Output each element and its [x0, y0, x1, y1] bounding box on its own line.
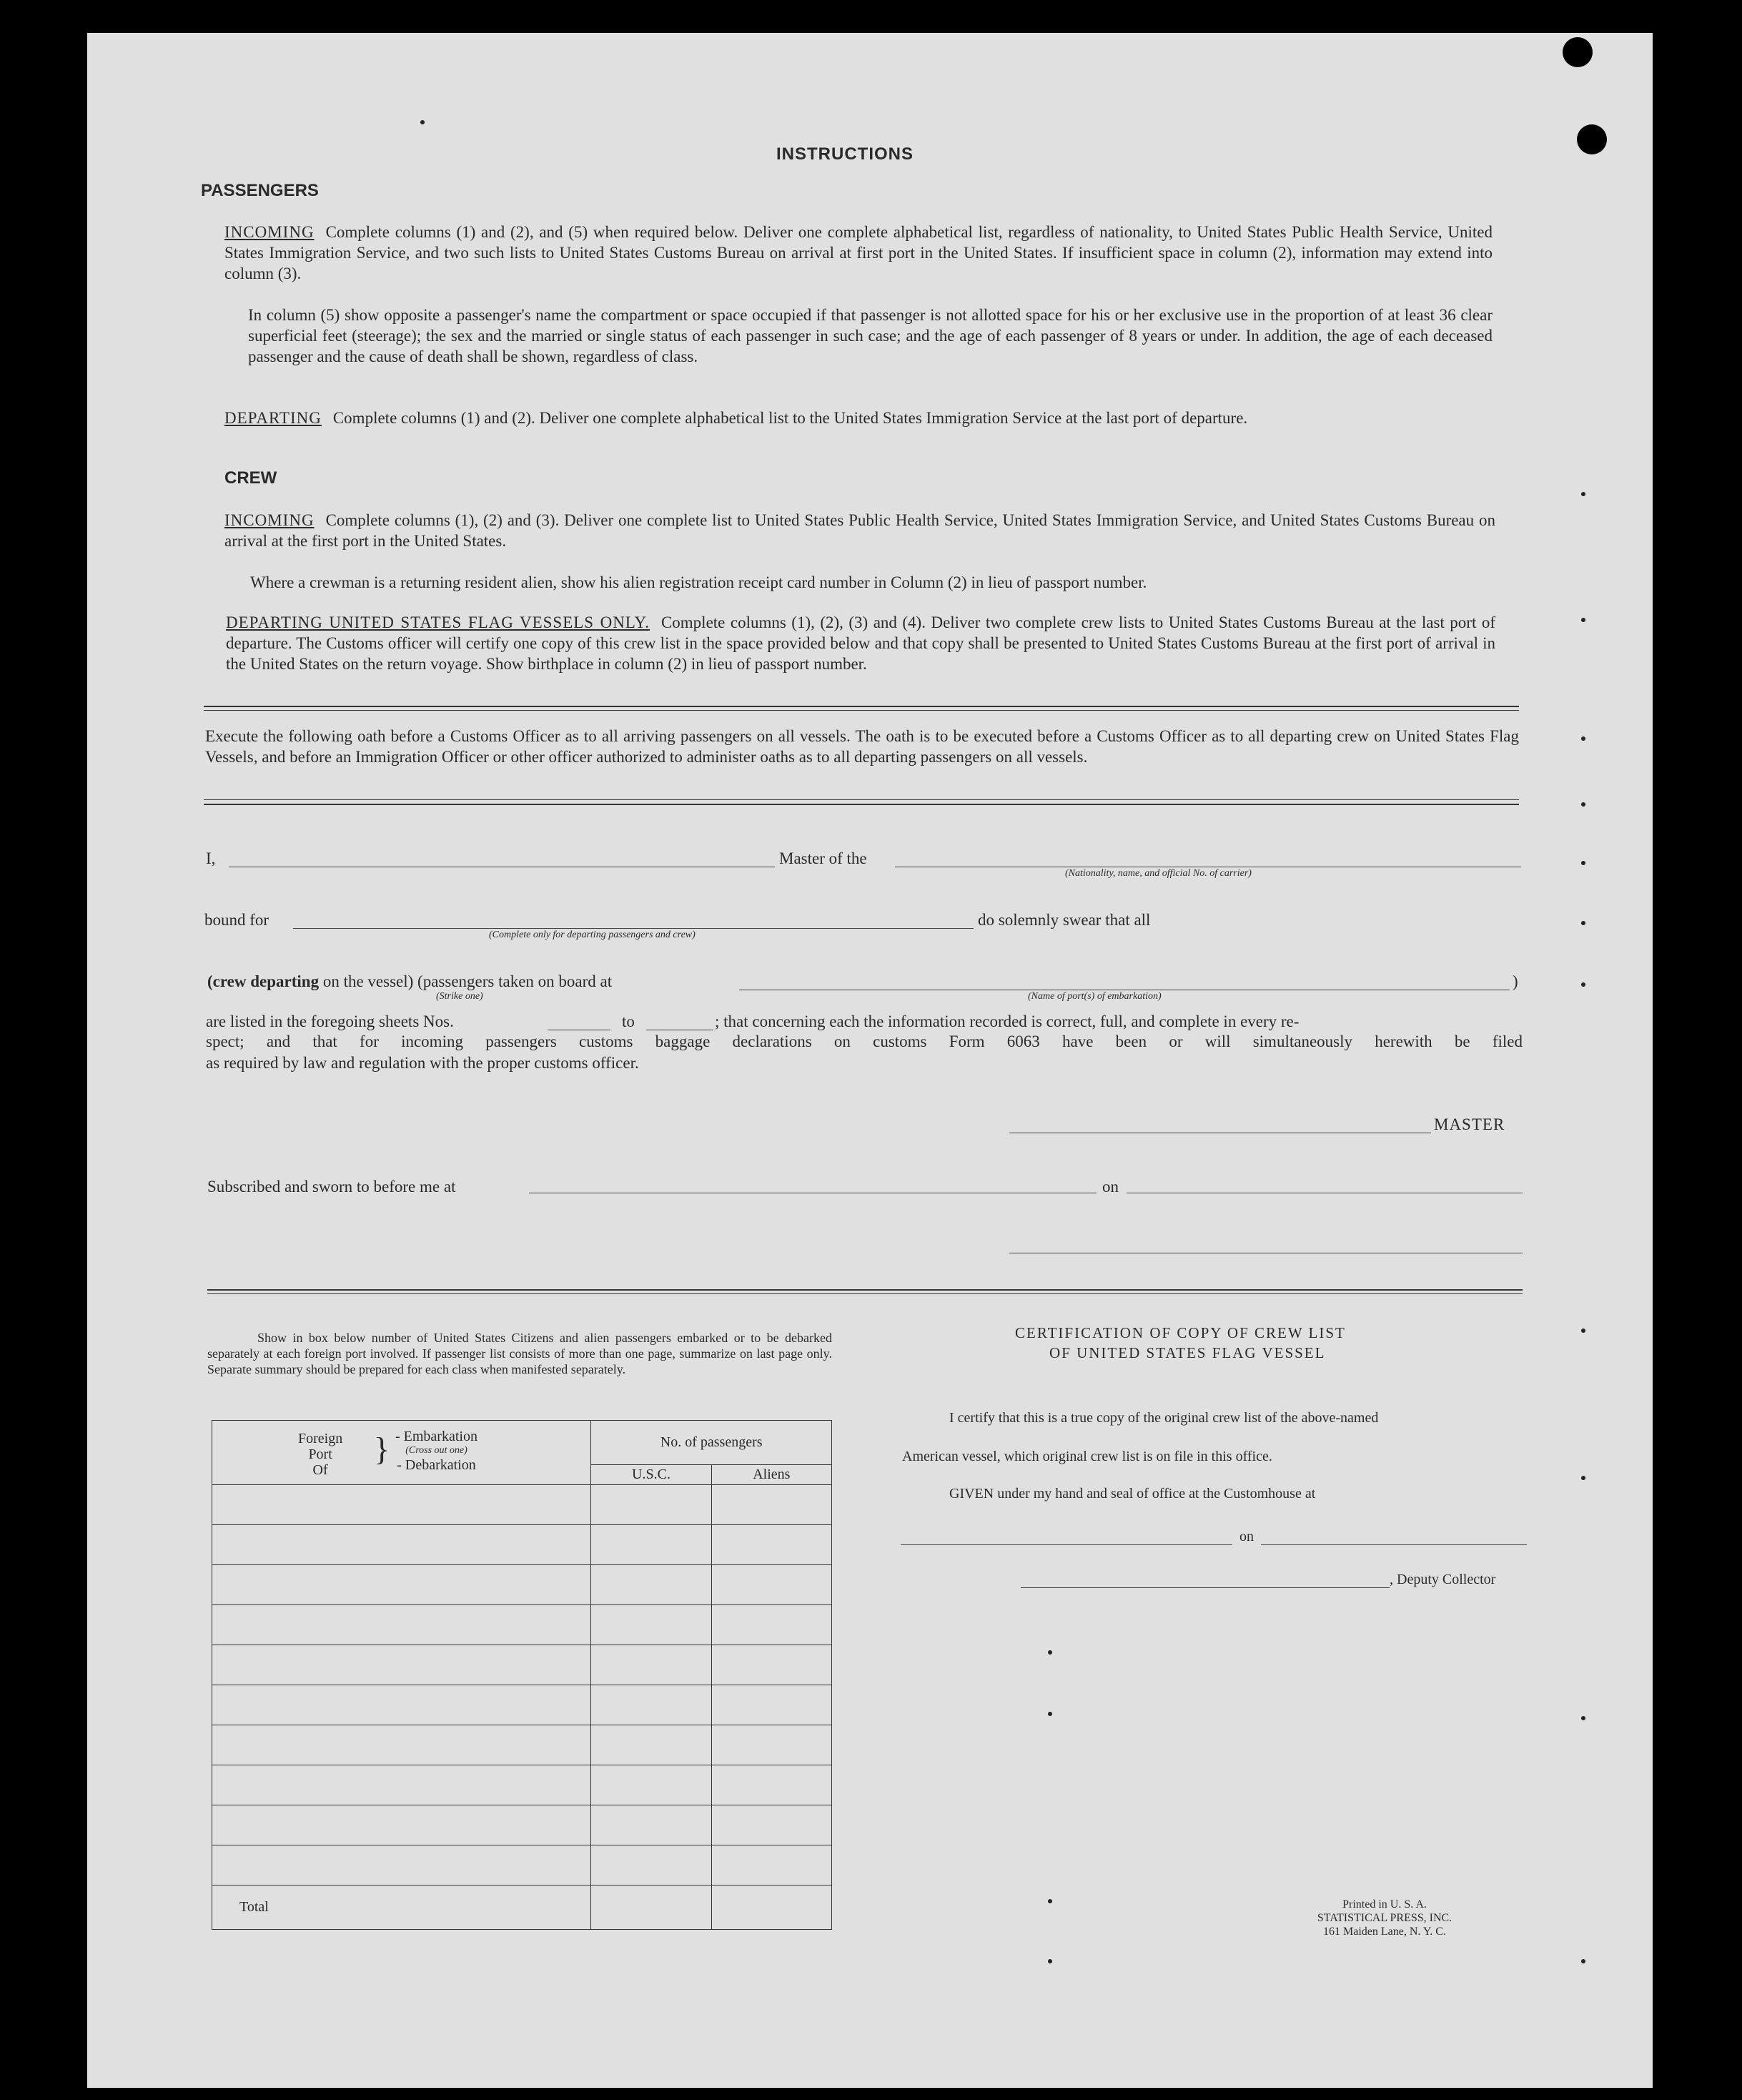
- usc-cell[interactable]: [591, 1765, 711, 1805]
- aliens-cell[interactable]: [711, 1485, 831, 1525]
- usc-cell[interactable]: [591, 1525, 711, 1565]
- usc-cell[interactable]: [591, 1845, 711, 1885]
- usc-total-cell[interactable]: [591, 1885, 711, 1930]
- certification-on-label: on: [1239, 1529, 1254, 1544]
- of-label: Of: [312, 1462, 328, 1478]
- port-cell[interactable]: [212, 1685, 591, 1725]
- crew-departing-paragraph: [226, 612, 1495, 674]
- aliens-cell[interactable]: [711, 1645, 831, 1685]
- crew-incoming-paragraph-2: Where a crewman is a returning resident alien, show his alien registration receipt card number in Column (2) in lieu of passport number.: [250, 573, 1147, 591]
- port-cell[interactable]: [212, 1765, 591, 1805]
- speck: [420, 120, 425, 124]
- aliens-header: Aliens: [711, 1465, 831, 1485]
- port-cell[interactable]: [212, 1485, 591, 1525]
- certification-line-2: American vessel, which original crew list is on file in this office.: [902, 1449, 1272, 1464]
- port-cell[interactable]: [212, 1805, 591, 1845]
- bound-for-field[interactable]: [293, 928, 974, 929]
- close-paren: ): [1513, 972, 1518, 990]
- port-cell[interactable]: [212, 1605, 591, 1645]
- foreign-port-header: Foreign Port Of } - Embarkation (Cross out one) - Debarkation: [212, 1421, 591, 1485]
- usc-cell[interactable]: [591, 1605, 711, 1645]
- certification-line-1: I certify that this is a true copy of the original crew list of the above-named: [949, 1410, 1379, 1426]
- port-cell[interactable]: [212, 1845, 591, 1885]
- embarkation-label: - Embarkation: [395, 1429, 477, 1444]
- speck: [1581, 861, 1585, 865]
- aliens-cell[interactable]: [711, 1565, 831, 1605]
- aliens-cell[interactable]: [711, 1685, 831, 1725]
- customhouse-field[interactable]: [901, 1544, 1232, 1545]
- certification-date-field[interactable]: [1261, 1544, 1527, 1545]
- speck: [1581, 982, 1585, 987]
- speck: [1048, 1959, 1052, 1963]
- certification-title-1: CERTIFICATION OF COPY OF CREW LIST: [1015, 1324, 1346, 1341]
- port-cell[interactable]: [212, 1725, 591, 1765]
- cross-out-note: (Cross out one): [405, 1445, 467, 1456]
- crew-incoming-paragraph: [224, 510, 1495, 551]
- punch-hole: [1563, 37, 1593, 67]
- aliens-cell[interactable]: [711, 1525, 831, 1565]
- listed-sheets-label: are listed in the foregoing sheets Nos.: [206, 1012, 454, 1030]
- usc-cell[interactable]: [591, 1645, 711, 1685]
- printer-line-2: STATISTICAL PRESS, INC.: [1317, 1912, 1453, 1924]
- listed-text-d: as required by law and regulation with the proper customs officer.: [206, 1054, 639, 1072]
- punch-hole: [1577, 124, 1607, 154]
- aliens-cell[interactable]: [711, 1765, 831, 1805]
- aliens-cell[interactable]: [711, 1845, 831, 1885]
- aliens-cell[interactable]: [711, 1725, 831, 1765]
- incoming-text: Complete columns (1) and (2), and (5) when required below. Deliver one complete alphabetical list, regardless of nationality, to United States Public Health Service, United States Immigration Service, and two such lists to United States Customs Bureau on arrival at first port in the United States. If insufficient space in column (2), information may extend into column (3).: [224, 223, 1493, 282]
- summary-instructions: Show in box below number of United States Citizens and alien passengers embarked or to be debarked separately at each foreign port involved. If passenger list consists of more than one page, summarize on last page only. Separate summary should be prepared for each class when manifested separately.: [207, 1331, 832, 1376]
- crew-incoming-label: INCOMING: [224, 511, 315, 529]
- speck: [1581, 921, 1585, 925]
- speck: [1581, 1959, 1585, 1963]
- port-note: (Name of port(s) of embarkation): [1028, 991, 1162, 1002]
- listed-text-b: ; that concerning each the information recorded is correct, full, and complete in every re-: [715, 1012, 1300, 1030]
- master-label: MASTER: [1434, 1115, 1505, 1133]
- usc-cell[interactable]: [591, 1805, 711, 1845]
- certification-line-3: GIVEN under my hand and seal of office at the Customhouse at: [949, 1486, 1316, 1502]
- oath-i-label: I,: [206, 849, 216, 867]
- no-passengers-header: No. of passengers: [591, 1421, 832, 1465]
- usc-header: U.S.C.: [591, 1465, 711, 1485]
- port-cell[interactable]: [212, 1565, 591, 1605]
- subscribed-label: Subscribed and sworn to before me at: [207, 1178, 456, 1196]
- speck: [1581, 492, 1585, 496]
- departing-label: DEPARTING: [224, 409, 322, 427]
- aliens-total-cell[interactable]: [711, 1885, 831, 1930]
- bound-for-note: (Complete only for departing passengers and crew): [489, 930, 696, 940]
- divider: [204, 706, 1519, 707]
- departing-text: Complete columns (1) and (2). Deliver one complete alphabetical list to the United States Immigration Service at the last port of departure.: [332, 409, 1248, 427]
- divider: [204, 804, 1519, 805]
- speck: [1581, 618, 1585, 622]
- speck: [1581, 736, 1585, 741]
- port-cell[interactable]: [212, 1645, 591, 1685]
- speck: [1581, 802, 1585, 807]
- divider: [204, 799, 1519, 800]
- incoming-label: INCOMING: [224, 223, 315, 241]
- debarkation-label: - Debarkation: [397, 1457, 476, 1473]
- crew-departing-bold: (crew departing: [207, 972, 320, 990]
- usc-cell[interactable]: [591, 1485, 711, 1525]
- printer-line-3: 161 Maiden Lane, N. Y. C.: [1323, 1926, 1446, 1938]
- divider: [207, 1293, 1523, 1294]
- certification-title-2: OF UNITED STATES FLAG VESSEL: [1049, 1344, 1326, 1361]
- speck: [1581, 1716, 1585, 1720]
- speck: [1581, 1476, 1585, 1480]
- speck: [1048, 1650, 1052, 1655]
- bound-for-label: bound for: [204, 911, 269, 929]
- passengers-incoming-paragraph-2: In column (5) show opposite a passenger's name the compartment or space occupied if that passenger is not allotted space for his or her exclusive use in the proportion of at least 36 clear superficial feet (steerage); the sex and the married or single status of each passenger in such case; and the age of each passenger of 8 years or under. In addition, the age of each deceased passenger and the cause of death shall be shown, regardless of class.: [248, 306, 1493, 365]
- deputy-signature-field[interactable]: [1021, 1587, 1390, 1588]
- swear-label: do solemnly swear that all: [978, 911, 1151, 929]
- listed-text-c: spect; and that for incoming passengers customs baggage declarations on customs Form 6063 have been or will simultaneously herewith be filed: [206, 1032, 1523, 1050]
- divider: [207, 1289, 1523, 1291]
- usc-cell[interactable]: [591, 1725, 711, 1765]
- port-label: Port: [308, 1446, 332, 1462]
- to-label: to: [622, 1012, 635, 1030]
- aliens-cell[interactable]: [711, 1805, 831, 1845]
- passengers-departing-paragraph: [224, 408, 1493, 428]
- passengers-incoming-paragraph: [224, 222, 1493, 284]
- passenger-summary-table: [212, 1420, 832, 1930]
- crew-incoming-text: Complete columns (1), (2) and (3). Deliver one complete list to United States Public Health Service, United States Immigration Service, and United States Customs Bureau on arrival at the first port in the United States.: [224, 511, 1495, 550]
- oath-instructions: Execute the following oath before a Customs Officer as to all arriving passengers on all vessels. The oath is to be executed before a Customs Officer as to all departing crew on United States Flag Vessels, and before an Immigration Officer or other officer authorized to administer oaths as to all departing passengers on all vessels.: [205, 727, 1519, 766]
- passengers-heading: PASSENGERS: [201, 181, 319, 200]
- page-title: INSTRUCTIONS: [776, 144, 914, 164]
- on-vessel-text: on the vessel) (passengers taken on board at: [322, 972, 613, 990]
- crew-departing-label: DEPARTING UNITED STATES FLAG VESSELS ONLY.: [226, 613, 650, 631]
- deputy-collector-label: , Deputy Collector: [1390, 1572, 1496, 1587]
- strike-one-note: (Strike one): [436, 991, 483, 1002]
- aliens-cell[interactable]: [711, 1605, 831, 1645]
- divider: [204, 710, 1519, 711]
- speck: [1048, 1712, 1052, 1716]
- speck: [1581, 1328, 1585, 1333]
- total-label: Total: [212, 1885, 591, 1930]
- master-of-the-label: Master of the: [779, 849, 867, 867]
- usc-cell[interactable]: [591, 1565, 711, 1605]
- crew-departing-option: [207, 972, 612, 991]
- foreign-label: Foreign: [298, 1431, 343, 1446]
- port-cell[interactable]: [212, 1525, 591, 1565]
- crew-heading: CREW: [224, 468, 277, 488]
- printer-line-1: Printed in U. S. A.: [1342, 1898, 1427, 1911]
- printer-imprint: [1302, 1898, 1467, 1938]
- usc-cell[interactable]: [591, 1685, 711, 1725]
- speck: [1048, 1899, 1052, 1903]
- carrier-note: (Nationality, name, and official No. of carrier): [1065, 868, 1252, 879]
- on-label: on: [1102, 1178, 1119, 1196]
- crew-departing-text: Complete columns (1), (2), (3) and (4). Deliver two complete crew lists to United States Customs Bureau at the last port of departure. The Customs officer will certify one copy of this crew list in the space provided below and that copy shall be presented to United States Customs Bureau at the first port of arrival in the United States on the return voyage. Show birthplace in column (2) in lieu of passport number.: [226, 613, 1495, 673]
